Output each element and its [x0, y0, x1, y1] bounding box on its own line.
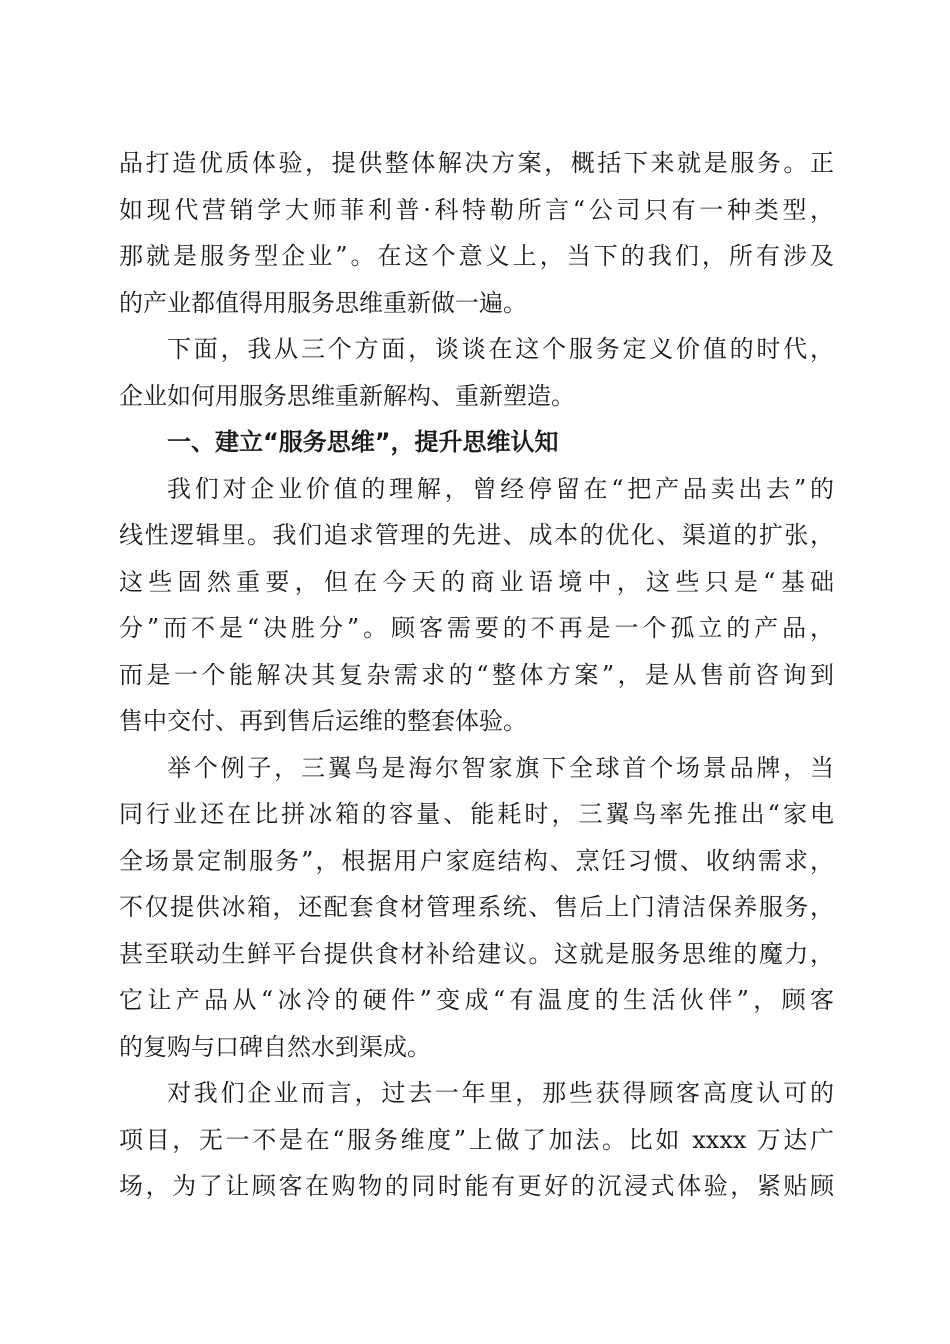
text-line: 线性逻辑里。我们追求管理的先进、成本的优化、渠道的扩张，	[119, 521, 834, 549]
text-line: 品打造优质体验，提供整体解决方案，概括下来就是服务。正	[119, 149, 834, 177]
text-line: 全场景定制服务”，根据用户家庭结构、烹饪习惯、收纳需求，	[119, 846, 834, 875]
paragraph-service-thinking	[119, 466, 834, 745]
paragraph-example	[119, 745, 834, 1071]
text-line: 这些固然重要，但在今天的商业语境中，这些只是“基础	[119, 567, 834, 596]
text-line: 如现代营销学大师菲利普·科特勒所言“公司只有一种类型，	[119, 195, 834, 224]
paragraph-our-enterprise	[119, 1070, 834, 1210]
text-line: 项目，无一不是在“服务维度”上做了加法。比如 xxxx 万达广	[119, 1125, 834, 1154]
text-line: 而是一个能解决其复杂需求的“整体方案”，是从售前咨询到	[119, 660, 834, 689]
document-body	[119, 140, 834, 1210]
text-line: 那就是服务型企业”。在这个意义上，当下的我们，所有涉及	[119, 242, 834, 270]
text-line: 我们对企业价值的理解，曾经停留在“把产品卖出去”的	[167, 474, 834, 503]
paragraph-intro	[119, 326, 834, 419]
text-line: 它让产品从“冰冷的硬件”变成“有温度的生活伙伴”，顾客	[119, 986, 834, 1014]
section-heading	[119, 419, 834, 466]
paragraph-continuation	[119, 140, 834, 326]
text-line: 场，为了让顾客在购物的同时能有更好的沉浸式体验，紧贴顾	[119, 1172, 834, 1200]
text-line: 举个例子，三翼鸟是海尔智家旗下全球首个场景品牌，当	[167, 753, 834, 782]
text-line: 的复购与口碑自然水到渠成。	[119, 1032, 431, 1061]
text-line: 企业如何用服务思维重新解构、重新塑造。	[119, 381, 575, 410]
text-line: 对我们企业而言，过去一年里，那些获得顾客高度认可的	[167, 1079, 834, 1107]
text-line: 不仅提供冰箱，还配套食材管理系统、售后上门清洁保养服务，	[119, 893, 834, 921]
text-line: 甚至联动生鲜平台提供食材补给建议。这就是服务思维的魔力，	[119, 939, 834, 968]
text-line: 下面，我从三个方面，谈谈在这个服务定义价值的时代，	[167, 335, 834, 363]
text-line: 分”而不是“决胜分”。顾客需要的不再是一个孤立的产品，	[119, 614, 834, 642]
text-line: 的产业都值得用服务思维重新做一遍。	[119, 288, 527, 317]
heading-text: 一、建立“服务思维”，提升思维认知	[167, 428, 559, 456]
text-line: 售中交付、再到售后运维的整套体验。	[119, 707, 527, 735]
text-line: 同行业还在比拼冰箱的容量、能耗时，三翼鸟率先推出“家电	[119, 800, 834, 828]
